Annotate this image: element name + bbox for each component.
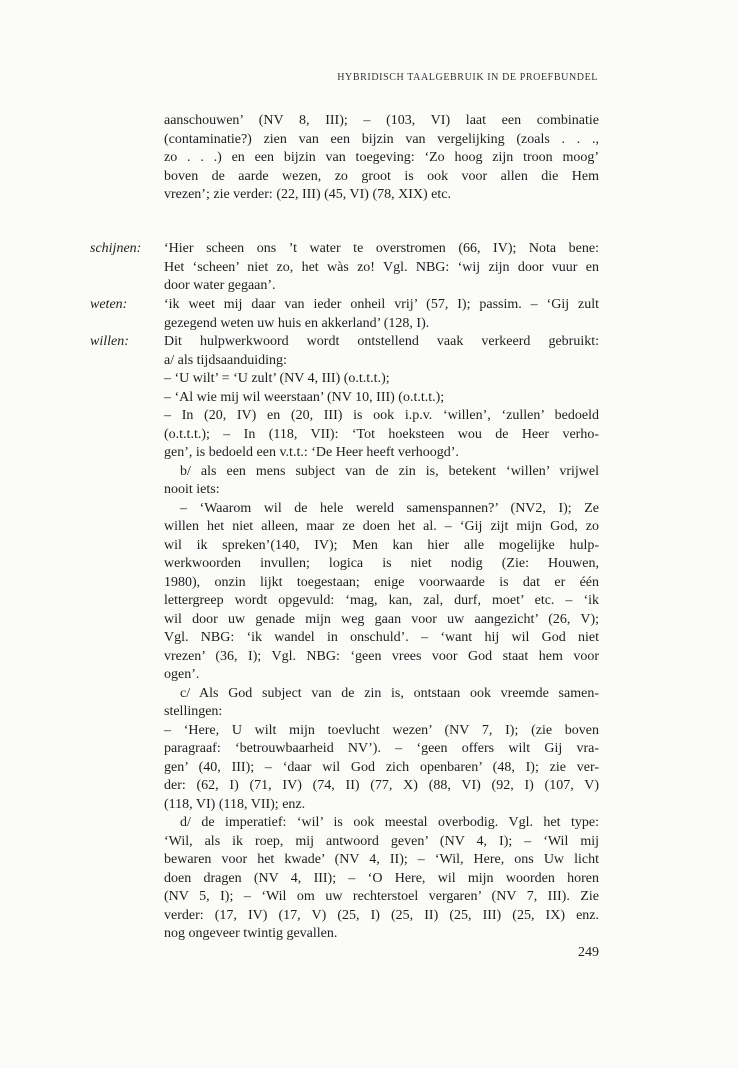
text-line: werkwoorden invullen; logica is niet nodig (Zie: Houwen, bbox=[164, 556, 599, 571]
text-line: lettergreep wordt opgevuld: ‘mag, kan, zal, durf, moet’ etc. – ‘ik bbox=[164, 593, 599, 608]
text-line: gen’, is bedoeld een v.t.t.: ‘De Heer heeft verhoogd’. bbox=[164, 445, 459, 460]
text-line: stellingen: bbox=[164, 704, 223, 719]
text-line: doen dragen (NV 4, III); – ‘O Here, wil mijn woorden horen bbox=[164, 870, 599, 886]
text-line: nooit iets: bbox=[164, 482, 220, 497]
text-line: 1980), onzin lijkt toegestaan; enige voorwaarde is dat er één bbox=[164, 574, 599, 590]
text-line: der: (62, I) (71, IV) (74, II) (77, X) (88, VI) (92, I) (107, V) bbox=[164, 778, 599, 793]
text-line: bewaren voor het kwade’ (NV 4, II); – ‘Wil, Here, ons Uw licht bbox=[164, 852, 599, 867]
text-line: b/ als een mens subject van de zin is, betekent ‘willen’ vrijwel bbox=[180, 463, 599, 479]
text-line: c/ Als God subject van de zin is, ontstaan ook vreemde samen- bbox=[180, 685, 599, 701]
text-line: – ‘U wilt’ = ‘U zult’ (NV 4, III) (o.t.t.t.); bbox=[164, 371, 390, 386]
text-line: zo . . .) en een bijzin van toegeving: ‘Zo hoog zijn troon moog’ bbox=[164, 150, 599, 165]
text-line: – In (20, IV) en (20, III) is ook i.p.v. ‘willen’, ‘zullen’ bedoeld bbox=[164, 408, 599, 423]
text-line: ‘Hier scheen ons ’t water te overstromen (66, IV); Nota bene: bbox=[164, 241, 599, 256]
page-number: 249 bbox=[578, 945, 599, 960]
text-line: nog ongeveer twintig gevallen. bbox=[164, 926, 338, 941]
text-line: d/ de imperatief: ‘wil’ is ook meestal overbodig. Vgl. het type: bbox=[180, 815, 599, 830]
text-line: wil door uw genade mijn weg gaan voor uw aangezicht’ (26, V); bbox=[164, 611, 599, 627]
text-line: (contaminatie?) zien van een bijzin van vergelijking (zoals . . ., bbox=[164, 131, 599, 147]
text-line: willen het niet alleen, maar ze doen het al. – ‘Gij zijt mijn God, zo bbox=[164, 519, 599, 534]
text-line: verder: (17, IV) (17, V) (25, I) (25, II) (25, III) (25, IX) enz. bbox=[164, 907, 599, 923]
text-line: (118, VI) (118, VII); enz. bbox=[164, 796, 306, 812]
text-line: Vgl. NBG: ‘ik wandel in onschuld’. – ‘want hij wil God niet bbox=[164, 630, 599, 645]
text-line: door water gegaan’. bbox=[164, 278, 276, 293]
text-line: a/ als tijdsaanduiding: bbox=[164, 352, 287, 368]
text-line: vrezen’ (36, I); Vgl. NBG: ‘geen vrees voor God staat hem voor bbox=[164, 648, 599, 664]
text-line: gezegend weten uw huis en akkerland’ (128, I). bbox=[164, 315, 430, 331]
text-line: (NV 5, I); – ‘Wil om uw rechterstoel vergaren’ (NV 7, III). Zie bbox=[164, 889, 599, 904]
running-head: HYBRIDISCH TAALGEBRUIK IN DE PROEFBUNDEL bbox=[337, 72, 598, 83]
text-line: ‘ik weet mij daar van ieder onheil vrij’ (57, I); passim. – ‘Gij zult bbox=[164, 297, 599, 312]
text-line: – ‘Al wie mij wil weerstaan’ (NV 10, III) (o.t.t.t.); bbox=[164, 389, 445, 405]
text-line: – ‘Waarom wil de hele wereld samenspannen?’ (NV2, I); Ze bbox=[180, 500, 599, 516]
text-line: Het ‘scheen’ niet zo, het wàs zo! Vgl. NBG: ‘wij zijn door vuur en bbox=[164, 259, 599, 275]
term-weten: weten: bbox=[90, 297, 128, 312]
text-line: boven de aarde wezen, zo groot is ook voor allen die Hem bbox=[164, 168, 599, 184]
term-schijnen: schijnen: bbox=[90, 241, 142, 256]
text-line: wil ik spreken’(140, IV); Men kan hier alle mogelijke hulp- bbox=[164, 537, 599, 553]
text-line: vrezen’; zie verder: (22, III) (45, VI) (78, XIX) etc. bbox=[164, 187, 451, 202]
text-line: ‘Wil, als ik roep, mij antwoord geven’ (NV 4, I); – ‘Wil mij bbox=[164, 833, 599, 849]
text-line: – ‘Here, U wilt mijn toevlucht wezen’ (NV 7, I); (zie boven bbox=[164, 722, 599, 738]
text-line: (o.t.t.t.); – In (118, VII): ‘Tot hoeksteen wou de Heer verho- bbox=[164, 426, 599, 442]
text-line: aanschouwen’ (NV 8, III); – (103, VI) laat een combinatie bbox=[164, 113, 599, 128]
text-line: paragraaf: ‘betrouwbaarheid NV’). – ‘geen offers wilt Gij vra- bbox=[164, 741, 599, 756]
text-line: ogen’. bbox=[164, 667, 200, 682]
text-line: gen’ (40, III); – ‘daar wil God zich openbaren’ (48, I); zie ver- bbox=[164, 759, 599, 775]
text-line: Dit hulpwerkwoord wordt ontstellend vaak verkeerd gebruikt: bbox=[164, 334, 599, 349]
term-willen: willen: bbox=[90, 334, 129, 349]
